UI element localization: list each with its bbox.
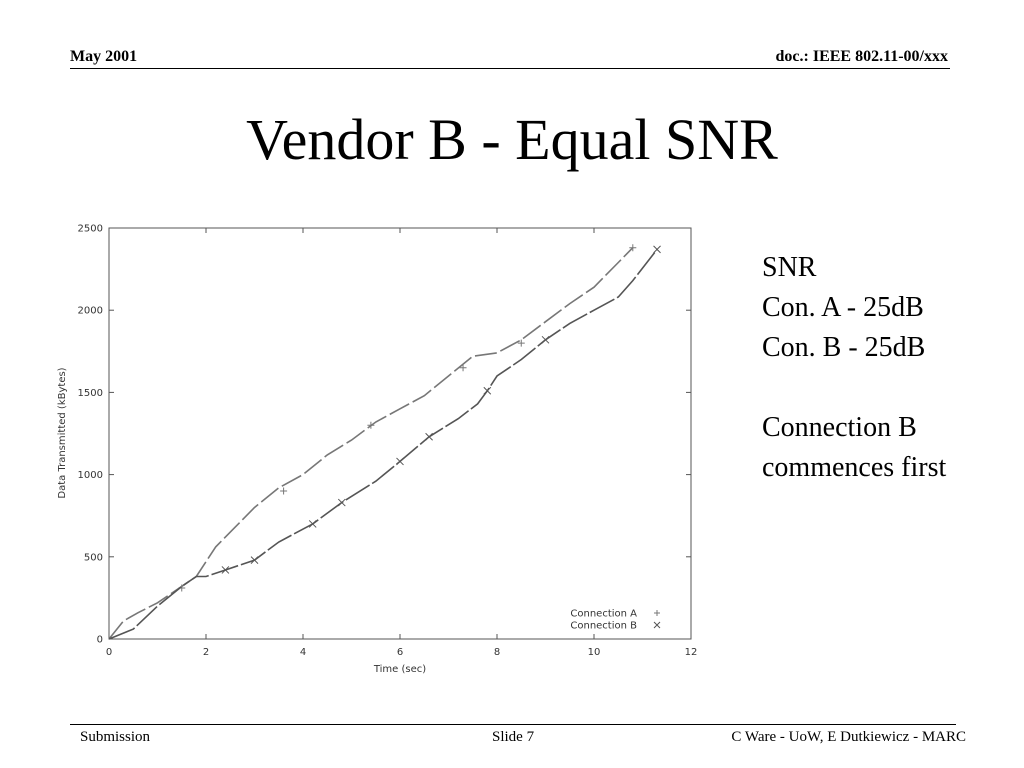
legend-marker-cross: [654, 622, 660, 628]
slide-title: Vendor B - Equal SNR: [246, 107, 778, 172]
footer-authors: C Ware - UoW, E Dutkiewicz - MARC: [731, 729, 966, 745]
data-point-connection-b: [426, 433, 433, 440]
x-tick-label: 12: [684, 647, 698, 658]
side-line-3: Con. B - 25dB: [762, 332, 926, 363]
data-point-connection-b: [309, 520, 316, 527]
x-tick-label: 8: [493, 647, 501, 658]
header-date: May 2001: [70, 48, 138, 65]
legend-label: Connection B: [570, 620, 637, 632]
side-line-1: SNR: [762, 252, 817, 283]
axis-ticks: [78, 224, 698, 659]
x-axis-label: Time (sec): [373, 664, 427, 675]
x-tick-label: 2: [202, 647, 210, 658]
side-line-5: Connection B: [762, 412, 917, 443]
header-doc-id: doc.: IEEE 802.11-00/xxx: [775, 48, 948, 65]
data-point-connection-a: [280, 488, 287, 495]
x-tick-label: 0: [105, 647, 113, 658]
footer-slide-number: Slide 7: [492, 729, 535, 745]
data-point-connection-b: [251, 557, 258, 564]
throughput-chart: [50, 212, 710, 677]
y-tick-label: 1000: [77, 470, 103, 482]
data-point-connection-b: [338, 499, 345, 506]
x-tick-label: 6: [396, 647, 404, 658]
data-point-connection-b: [654, 246, 661, 253]
data-point-connection-b: [397, 458, 404, 465]
x-tick-label: 4: [299, 647, 307, 658]
x-tick-label: 10: [587, 647, 601, 658]
series-line-connection-b: [109, 249, 657, 639]
side-line-4: [762, 368, 946, 408]
snr-description: [762, 248, 946, 488]
side-line-2: Con. A - 25dB: [762, 292, 924, 323]
legend-marker-plus: [654, 610, 660, 616]
y-tick-label: 500: [83, 552, 103, 564]
data-point-connection-b: [542, 336, 549, 343]
chart-container: [50, 212, 710, 682]
series-line-connection-a: [109, 248, 633, 639]
legend-label: Connection A: [570, 608, 637, 620]
y-tick-label: 2500: [77, 223, 103, 235]
y-tick-label: 0: [96, 634, 103, 646]
footer-divider: [70, 724, 956, 725]
series-lines: [109, 244, 661, 639]
y-axis-label: Data Transmitted (kBytes): [57, 367, 68, 499]
side-line-6: commences first: [762, 452, 947, 483]
legend: [570, 609, 660, 632]
header-divider: [70, 68, 950, 69]
data-point-connection-b: [484, 387, 491, 394]
y-tick-label: 2000: [77, 305, 103, 317]
y-tick-label: 1500: [77, 387, 103, 399]
footer-submission: Submission: [80, 729, 151, 745]
